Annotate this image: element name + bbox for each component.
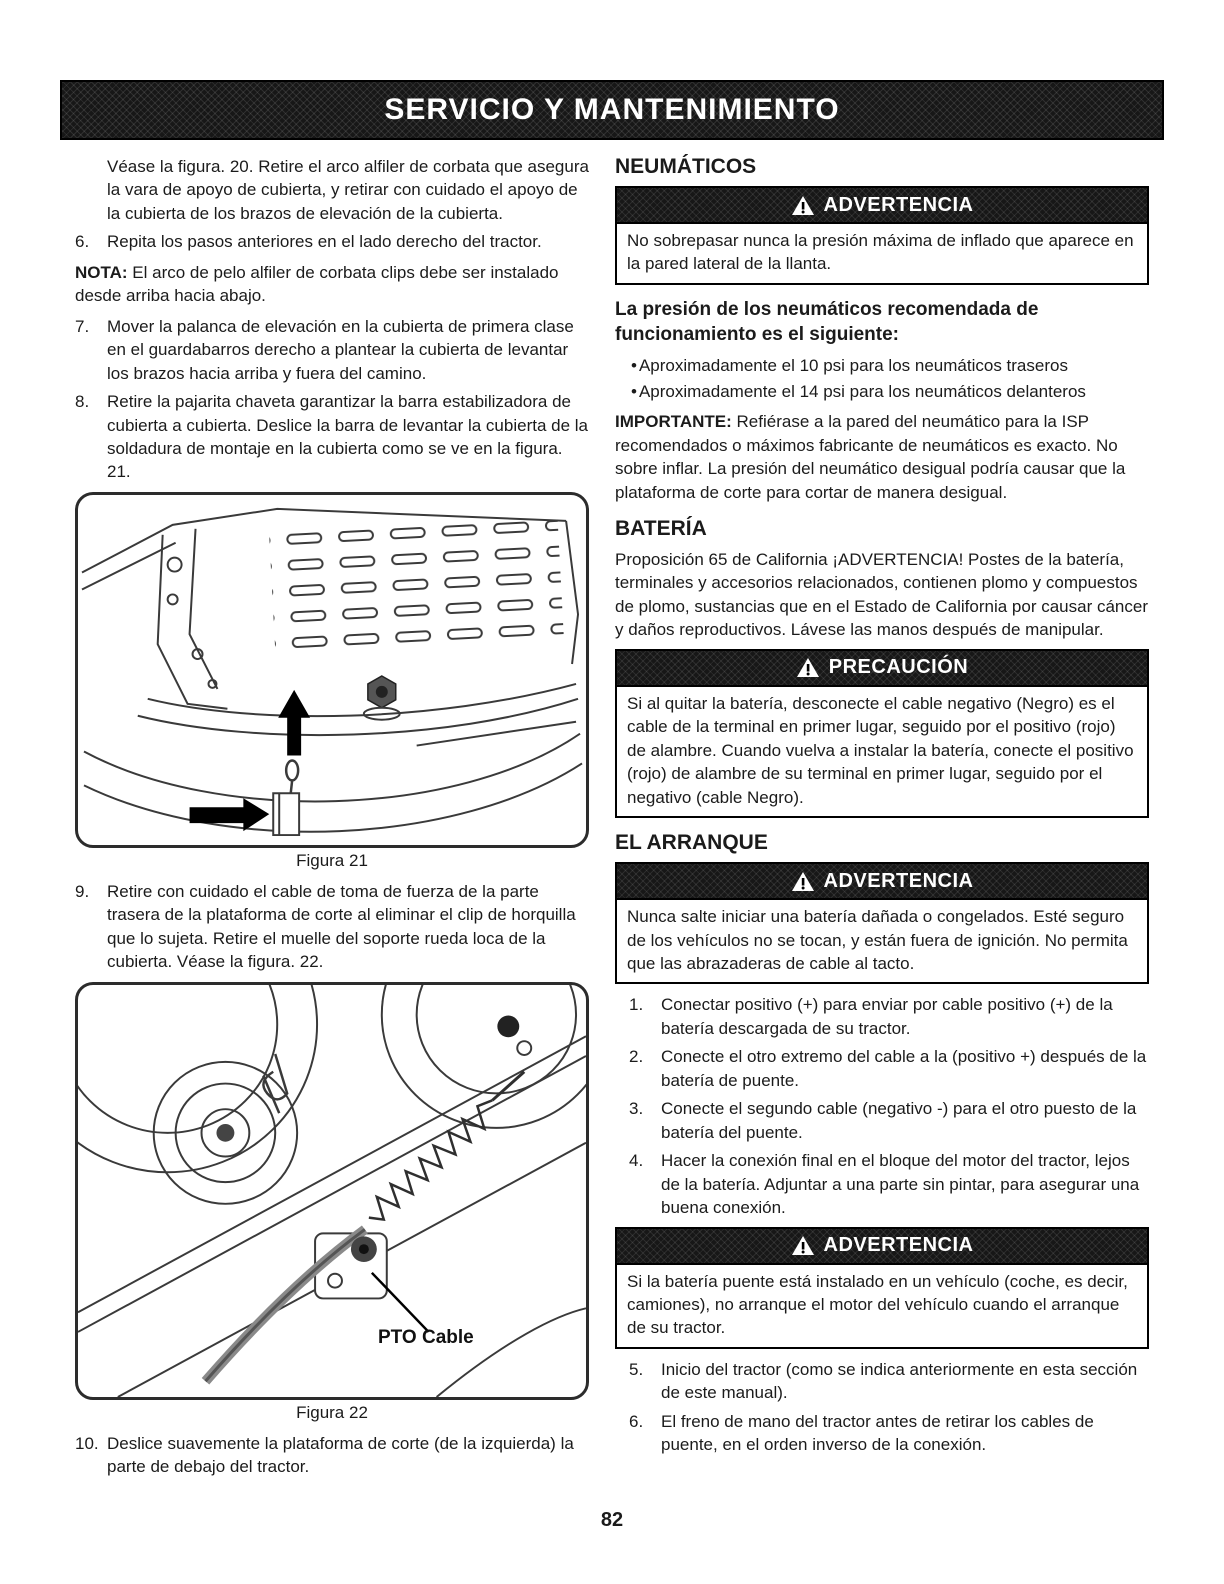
caution-banner-title: PRECAUCIÓN [828,656,969,679]
list-number: 9. [75,881,90,901]
warning-block-jumpstart [615,862,1149,984]
warning-text: No sobrepasar nunca la presión máxima de inflado que aparece en la pared lateral de la llanta. [615,222,1149,285]
label-leader-line [372,1273,429,1332]
vent-slots [269,517,564,663]
figure-22-drawing [78,985,586,1397]
list-text: Mover la palanca de elevación en la cubierta de primera clase en el guardabarros derecho a plantear la cubierta de levantar los brazos hacia arriba y fuera del camino. [107,316,574,383]
list-item-2 [615,1045,1149,1092]
figure-21 [75,492,589,848]
warning-block-vehicle [615,1227,1149,1349]
warning-block-tires [615,186,1149,285]
warning-triangle-icon [796,657,820,678]
list-item-7 [75,315,589,385]
section-heading-arranque: EL ARRANQUE [615,831,768,855]
caution-block-battery [615,649,1149,818]
figure-21-drawing [78,495,586,845]
section-heading-neumaticos: NEUMÁTICOS [615,155,757,178]
pressure-subheading: La presión de los neumáticos recomendada de funcionamiento es el siguiente: [615,298,1039,345]
list-text: Conectar positivo (+) para enviar por cable positivo (+) de la batería descargada de su tractor. [661,995,1113,1038]
list-number: 5. [629,1359,644,1379]
list-number: 2. [629,1047,644,1067]
list-number: 4. [629,1151,644,1171]
advertencia-banner [615,1227,1149,1263]
list-item-3 [615,1097,1149,1144]
list-text: Repita los pasos anteriores en el lado derecho del tractor. [107,232,542,252]
list-item-4 [615,1149,1149,1219]
list-text: Conecte el otro extremo del cable a la (positivo +) después de la batería de puente. [661,1047,1147,1090]
advertencia-banner [615,862,1149,898]
list-item-1 [615,993,1149,1040]
list-item-10 [75,1432,589,1479]
bullet-item [631,380,1149,403]
left-column [75,155,589,1484]
list-number: 3. [629,1099,644,1119]
list-item-9 [75,880,589,974]
list-number: 6. [629,1411,644,1431]
advertencia-banner [615,186,1149,222]
cable-anchor-center [359,1244,369,1254]
warning-triangle-icon [791,195,815,216]
warning-text: Si la batería puente está instalado en un vehículo (coche, es decir, camiones), no arranque el motor del vehículo cuando el arranque de su tractor. [615,1263,1149,1349]
list-text: El freno de mano del tractor antes de retirar los cables de puente, en el orden inverso de la conexión. [661,1411,1094,1455]
list-text: Retire la pajarita chaveta garantizar la barra estabilizadora de cubierta a cubierta. Deslice la barra de levantar la cubierta de la soldadura de montaje en la cubierta como se ve en la figura. 21. [107,392,588,482]
up-arrow-icon [278,690,310,756]
bolt-head [497,1015,519,1037]
list-text: Hacer la conexión final en el bloque del motor del tractor, lejos de la batería. Adjuntar a una parte sin pintar, para asegurar una buena conexión. [661,1151,1140,1218]
note-label: NOTA: [75,262,128,282]
right-column [615,155,1149,1462]
list-text: Retire con cuidado el cable de toma de fuerza de la parte trasera de la plataforma de corte al eliminar el clip de horquilla que lo sujeta. Retire el muelle del soporte rueda loca de la cubierta. Véase la figura. 22. [107,881,576,972]
list-number: 7. [75,316,90,336]
caution-text: Si al quitar la batería, desconecte el cable negativo (Negro) es el cable de la terminal en primer lugar, seguido por el positivo (rojo) de alambre. Cuando vuelva a instalar la batería, conecte el positivo (rojo) de alambre de su terminal en primer lugar, seguido por el negativo (cable Negro). [615,685,1149,818]
list-item-5 [615,1358,1149,1405]
page-title: SERVICIO Y MANTENIMIENTO [384,93,840,126]
importante-paragraph [615,410,1149,504]
spring-hook [492,1071,524,1100]
list-number: 1. [629,995,644,1015]
page-number: 82 [600,1509,624,1531]
warning-banner-title: ADVERTENCIA [823,193,974,216]
list-number: 10. [75,1433,99,1453]
list-item-8 [75,390,589,484]
pto-cable-label: PTO Cable [378,1326,474,1348]
importante-text: Refiérase a la pared del neumático para la ISP recomendados o máximos fabricante de neumáticos es exacto. No sobre inflar. La presión del neumático desigual podría causar que la plataforma de corte para cortar de manera desigual. [615,412,1126,502]
figure-21-caption: Figura 21 [296,850,368,870]
note-paragraph [75,261,589,308]
page-header-banner [60,80,1164,140]
warning-triangle-icon [791,1235,815,1256]
idler-spring [369,1100,493,1219]
importante-label: IMPORTANTE: [615,412,732,432]
mount-bracket [273,793,299,835]
figure-22-caption: Figura 22 [296,1402,368,1422]
section-heading-bateria: BATERÍA [615,517,707,540]
figure-22 [75,982,589,1400]
warning-text: Nunca salte iniciar una batería dañada o congelados. Esté seguro de los vehículos no se tocan, y están fuera de ignición. No permita que las abrazaderas de cable al tacto. [615,898,1149,984]
list-item-6 [75,230,589,253]
list-text: Conecte el segundo cable (negativo -) para el otro puesto de la batería del puente. [661,1099,1137,1142]
pulley-hub [216,1124,234,1142]
list-number: 8. [75,392,90,412]
washer [517,1041,531,1055]
bullet-text: • Aproximadamente el 14 psi para los neumáticos delanteros [631,380,1086,403]
intro-paragraph: Véase la figura. 20. Retire el arco alfiler de corbata que asegura la vara de apoyo de cubierta, y retirar con cuidado el apoyo de la cubierta de los brazos de elevación de la cubierta. [107,157,589,223]
pulleys-and-rods [78,985,586,1397]
warning-triangle-icon [791,871,815,892]
precaucion-banner [615,649,1149,685]
warning-banner-title: ADVERTENCIA [823,1234,974,1257]
list-item-6b [615,1410,1149,1457]
list-text: Inicio del tractor (como se indica anteriormente en esta sección de este manual). [661,1359,1138,1403]
note-text: El arco de pelo alfiler de corbata clips debe ser instalado desde arriba hacia abajo. [75,262,559,306]
bullet-item [631,354,1149,377]
content-columns [75,155,1149,1484]
list-text: Deslice suavemente la plataforma de corte (de la izquierda) la parte de debajo del tractor. [107,1433,574,1477]
bullet-text: • Aproximadamente el 10 psi para los neumáticos traseros [631,354,1068,377]
battery-intro-paragraph: Proposición 65 de California ¡ADVERTENCIA! Postes de la batería, terminales y accesorios relacionados, contienen plomo y compuestos de plomo, sustancias que en el Estado de California por causar cáncer y daños reproductivos. Lávese las manos después de manipular. [615,550,1148,640]
list-number: 6. [75,232,90,252]
warning-banner-title: ADVERTENCIA [823,869,974,892]
